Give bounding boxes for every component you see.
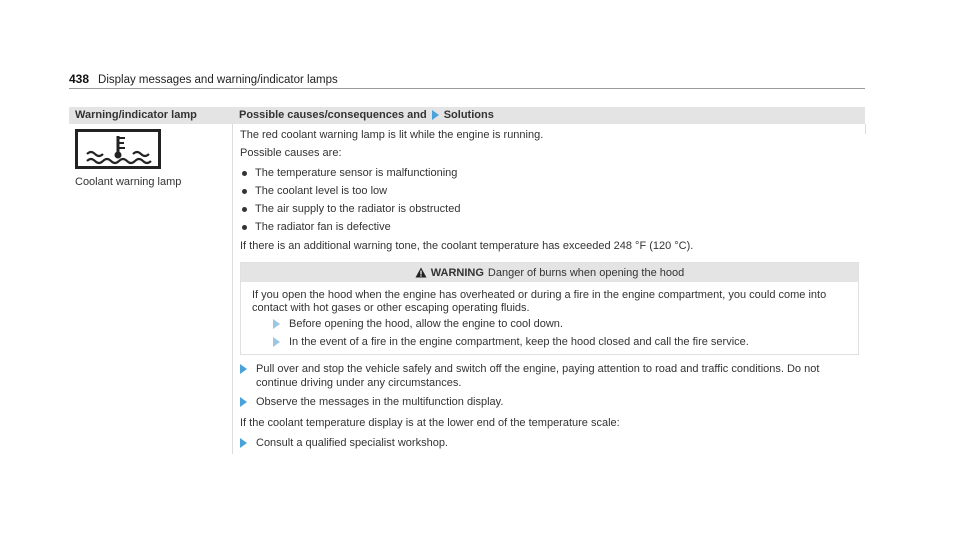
page-header: [69, 72, 865, 86]
bullet-icon: [242, 189, 247, 194]
column-header-solutions-post: Solutions: [443, 109, 494, 121]
warning-header: [241, 263, 858, 282]
table-header: [69, 107, 865, 124]
list-item-text: The coolant level is too low: [255, 184, 388, 197]
instruction-step-text: Observe the messages in the multifunction display.: [256, 396, 504, 408]
list-item: [240, 164, 460, 182]
column-divider: [232, 124, 233, 454]
header-divider: [69, 88, 865, 89]
bullet-icon: [242, 171, 247, 176]
list-item: [240, 218, 460, 236]
arrow-right-icon: [240, 438, 247, 448]
instruction-step-text: Pull over and stop the vehicle safely and switch off the engine, paying attention to road and traffic conditions. Do not continue driving under any circumstances.: [256, 363, 820, 389]
warning-step-text: In the event of a fire in the engine compartment, keep the hood closed and call the fire service.: [289, 336, 749, 348]
bullet-icon: [242, 207, 247, 212]
warning-title: Danger of burns when opening the hood: [487, 266, 685, 279]
page-heading: Display messages and warning/indicator lamps: [98, 74, 338, 86]
low-temperature-text: If the coolant temperature display is at the lower end of the temperature scale:: [240, 417, 620, 429]
warning-step: [273, 336, 749, 348]
list-item: [240, 200, 460, 218]
column-header-solutions: [239, 109, 494, 121]
page-number: 438: [69, 72, 90, 86]
arrow-right-icon: [273, 319, 280, 329]
arrow-right-icon: [273, 337, 280, 347]
bullet-icon: [242, 225, 247, 230]
warning-step: [273, 318, 563, 330]
warning-triangle-icon: [415, 267, 427, 278]
description-text: The red coolant warning lamp is lit while the engine is running.: [240, 129, 544, 141]
warning-body: If you open the hood when the engine has overheated or during a fire in the engine compartment, you could come into contact with hot gases or other escaping operating fluids.: [252, 289, 827, 314]
warning-step-text: Before opening the hood, allow the engine to cool down.: [289, 318, 563, 330]
table-right-border: [865, 124, 866, 134]
list-item-text: The temperature sensor is malfunctioning: [255, 166, 458, 179]
arrow-right-icon: [240, 397, 247, 407]
warning-tone-text: If there is an additional warning tone, the coolant temperature has exceeded 248 °F (120 °C).: [240, 240, 694, 252]
causes-list: [240, 164, 460, 236]
arrow-right-icon: [432, 110, 439, 120]
arrow-right-icon: [240, 364, 247, 374]
causes-intro: Possible causes are:: [240, 147, 342, 159]
instruction-step: [240, 362, 856, 390]
list-item-text: The air supply to the radiator is obstructed: [255, 202, 461, 215]
instruction-step-text: Consult a qualified specialist workshop.: [256, 437, 448, 449]
lamp-label: Coolant warning lamp: [75, 176, 182, 188]
instruction-step: [240, 395, 503, 409]
warning-box: [240, 262, 859, 355]
column-header-lamp: Warning/indicator lamp: [75, 109, 197, 121]
list-item: [240, 182, 460, 200]
instruction-step: [240, 436, 448, 450]
list-item-text: The radiator fan is defective: [255, 220, 391, 233]
warning-label: WARNING: [430, 266, 484, 279]
coolant-temperature-icon: [75, 129, 161, 169]
column-header-solutions-pre: Possible causes/consequences and: [239, 109, 427, 121]
